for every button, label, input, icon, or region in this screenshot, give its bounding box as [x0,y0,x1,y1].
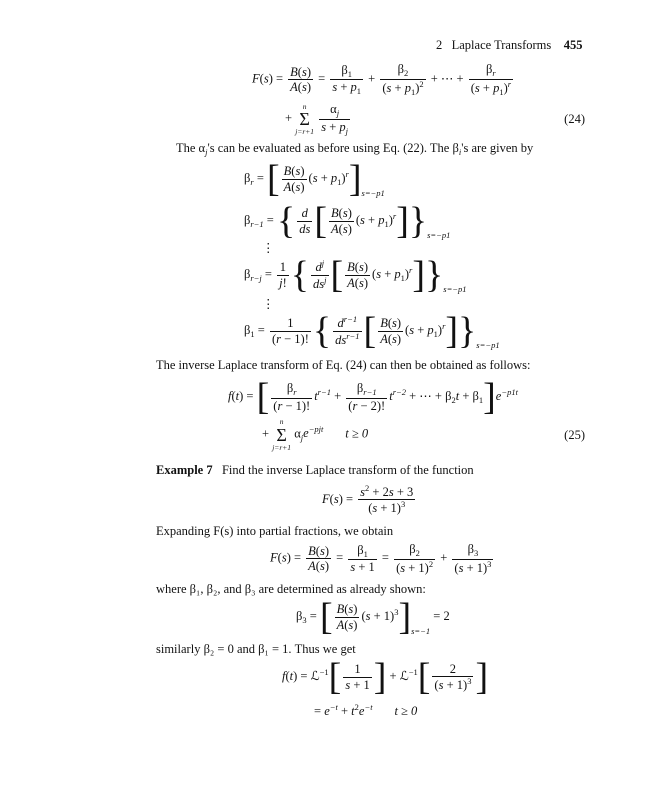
eq25-line1: f(t) = [ $\frac{\beta_r}{(r - 1)!}$ $t^{r-1}$ + $\frac{\beta_{r-1}}{(r - 2)!}$ $t^{r-2}$ + ⋯ + $\beta_2t + \beta_1]e^{-p1t}$ [228,376,518,418]
page-number: 455 [563,38,583,52]
beta3-equation: $\beta_3$ = [ $\frac{B(s)}{A(s)}$ $(s + 1)^3]_{s=-1} = 2$ [296,596,450,638]
eq24-line2: + n Σ j=r+1 $\frac{\alpha_j}{s + p_j}$ [285,101,348,137]
vertical-ellipsis-2: ⋮ [262,297,275,311]
beta-r-minus-j-equation: $\beta_{r-j}$ = $\frac{1}{j!}$ { $d^j$ $ds^j$ [ $\frac{B(s)}{A(s)}$ $(s + p_1)^r]\}_{s=-p1}$ [244,254,467,296]
vertical-ellipsis: ⋮ [262,241,275,255]
expanding-paragraph: Expanding F(s) into partial fractions, we obtain [156,524,394,538]
example-function: F(s) = $\frac{s^2 + 2s + 3}{(s + 1)^3}$ [322,483,414,516]
where-paragraph: where β₁, β₂, and β₃ are determined as already shown: [156,582,426,596]
example-heading [156,463,474,478]
eq25-line2: + n Σ j=r+1 $\alpha_je^{-pjt}$ t ≥ 0 [262,417,369,452]
inverse-paragraph: The inverse Laplace transform of Eq. (24) can then be obtained as follows: [156,358,531,372]
t-condition-25: t ≥ 0 [345,426,369,441]
eq24-line1: F(s) = $\frac{B(s)}{A(s)}$ = $\frac{\beta_1}{s + p_1}$ + $\frac{\beta_2}{(s + p_1)^2}$ + ⋯ + $\frac{\beta_r}{(s + p_1)^r}$ [252,62,512,97]
running-header [436,38,583,53]
t-condition-result: t ≥ 0 [394,704,418,718]
result-line2: = $e^{-t} + t^2e^{-t}$ t ≥ 0 [314,702,418,718]
chapter-number: 2 [436,38,443,52]
beta-r-minus-1-equation: $\beta_{r-1}$ = { $\frac{d}{ds}$ [ $\frac{B(s)}{A(s)}$ $(s + p_1)^r]\}_{s=-p1}$ [244,200,451,242]
chapter-title: Laplace Transforms [451,38,552,52]
beta-r-equation: $\beta_r$ = [ $\frac{B(s)}{A(s)}$ $(s + p_1)^r]_{s=-p1}$ [244,158,385,200]
result-equation: f(t) = ℒ$^{-1}$[ $\frac{1}{s + 1}$ ] + ℒ$^{-1}$[ $\frac{2}{(s + 1)^3}$ ] [282,656,489,698]
example-text: Find the inverse Laplace transform of the function [221,463,474,477]
example-label: Example 7 [156,463,213,477]
similarly-paragraph: similarly β₂ = 0 and β₁ = 1. Thus we get [156,642,356,656]
eq25-number: (25) [564,428,585,442]
partial-fractions: F(s) = $\frac{B(s)}{A(s)}$ = $\frac{\beta_1}{s + 1}$ = $\frac{\beta_2}{(s + 1)^2}$ + $\frac{\beta_3}{(s + 1)^3}$ [270,542,492,575]
alphas-paragraph: The $\alpha_j's$ can be evaluated as before using Eq. (22). The $\beta_i's$ are given by [176,141,534,157]
beta-1-equation: $\beta_1$ = $\frac{1}{(r - 1)!}$ { $d^{r-1}$ $ds^{r-1}$ [ $\frac{B(s)}{A(s)}$ $(s + p_1)^r]\}_{s=-p1}$ [244,310,500,352]
eq24-number: (24) [564,112,585,126]
